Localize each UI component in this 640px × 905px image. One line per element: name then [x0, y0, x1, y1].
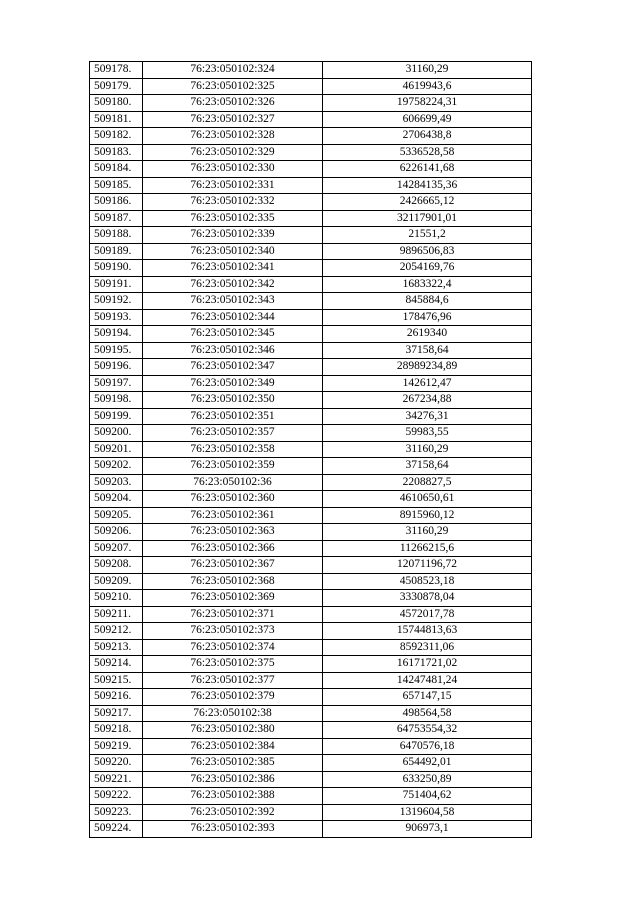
table-row [90, 194, 532, 211]
row-number-cell: 509189. [90, 243, 143, 260]
cadastral-number-cell: 76:23:050102:392 [143, 804, 323, 821]
cadastral-number-cell: 76:23:050102:344 [143, 309, 323, 326]
cadastral-number-cell: 76:23:050102:393 [143, 821, 323, 838]
cadastral-value-table [89, 61, 532, 838]
row-number-cell: 509212. [90, 623, 143, 640]
row-number-cell: 509179. [90, 78, 143, 95]
row-number-cell: 509178. [90, 62, 143, 79]
cadastral-number-cell: 76:23:050102:341 [143, 260, 323, 277]
cadastral-number-cell: 76:23:050102:36 [143, 474, 323, 491]
table-row [90, 128, 532, 145]
row-number-cell: 509197. [90, 375, 143, 392]
table-row [90, 161, 532, 178]
table-row [90, 689, 532, 706]
table-row [90, 606, 532, 623]
row-number-cell: 509188. [90, 227, 143, 244]
cadastral-value-cell: 31160,29 [323, 62, 532, 79]
table-row [90, 276, 532, 293]
cadastral-value-cell: 657147,15 [323, 689, 532, 706]
row-number-cell: 509221. [90, 771, 143, 788]
cadastral-value-cell: 4572017,78 [323, 606, 532, 623]
table-row [90, 342, 532, 359]
cadastral-value-cell: 4610650,61 [323, 491, 532, 508]
cadastral-number-cell: 76:23:050102:340 [143, 243, 323, 260]
cadastral-value-cell: 32117901,01 [323, 210, 532, 227]
cadastral-value-cell: 3330878,04 [323, 590, 532, 607]
table-row [90, 177, 532, 194]
cadastral-value-cell: 267234,88 [323, 392, 532, 409]
table-row [90, 111, 532, 128]
cadastral-number-cell: 76:23:050102:327 [143, 111, 323, 128]
cadastral-number-cell: 76:23:050102:380 [143, 722, 323, 739]
cadastral-number-cell: 76:23:050102:328 [143, 128, 323, 145]
row-number-cell: 509180. [90, 95, 143, 112]
row-number-cell: 509193. [90, 309, 143, 326]
cadastral-value-cell: 906973,1 [323, 821, 532, 838]
table-row [90, 210, 532, 227]
cadastral-value-cell: 142612,47 [323, 375, 532, 392]
cadastral-value-cell: 2706438,8 [323, 128, 532, 145]
table-row [90, 590, 532, 607]
cadastral-value-cell: 654492,01 [323, 755, 532, 772]
cadastral-number-cell: 76:23:050102:350 [143, 392, 323, 409]
cadastral-number-cell: 76:23:050102:371 [143, 606, 323, 623]
table-row [90, 507, 532, 524]
cadastral-value-cell: 1683322,4 [323, 276, 532, 293]
table-row [90, 755, 532, 772]
row-number-cell: 509182. [90, 128, 143, 145]
row-number-cell: 509187. [90, 210, 143, 227]
cadastral-value-cell: 11266215,6 [323, 540, 532, 557]
row-number-cell: 509190. [90, 260, 143, 277]
cadastral-value-cell: 14247481,24 [323, 672, 532, 689]
cadastral-value-cell: 845884,6 [323, 293, 532, 310]
cadastral-value-cell: 633250,89 [323, 771, 532, 788]
table-row [90, 260, 532, 277]
row-number-cell: 509209. [90, 573, 143, 590]
row-number-cell: 509216. [90, 689, 143, 706]
table-row [90, 474, 532, 491]
table-row [90, 408, 532, 425]
cadastral-number-cell: 76:23:050102:325 [143, 78, 323, 95]
row-number-cell: 509200. [90, 425, 143, 442]
table-row [90, 227, 532, 244]
cadastral-number-cell: 76:23:050102:385 [143, 755, 323, 772]
table-row [90, 557, 532, 574]
row-number-cell: 509205. [90, 507, 143, 524]
table-row [90, 705, 532, 722]
cadastral-value-cell: 37158,64 [323, 342, 532, 359]
row-number-cell: 509204. [90, 491, 143, 508]
cadastral-number-cell: 76:23:050102:339 [143, 227, 323, 244]
table-row [90, 359, 532, 376]
cadastral-value-cell: 2426665,12 [323, 194, 532, 211]
cadastral-number-cell: 76:23:050102:329 [143, 144, 323, 161]
cadastral-value-cell: 4508523,18 [323, 573, 532, 590]
table-row [90, 326, 532, 343]
row-number-cell: 509184. [90, 161, 143, 178]
cadastral-number-cell: 76:23:050102:351 [143, 408, 323, 425]
table-row [90, 639, 532, 656]
cadastral-value-cell: 59983,55 [323, 425, 532, 442]
table-row [90, 491, 532, 508]
row-number-cell: 509215. [90, 672, 143, 689]
row-number-cell: 509191. [90, 276, 143, 293]
cadastral-number-cell: 76:23:050102:367 [143, 557, 323, 574]
row-number-cell: 509222. [90, 788, 143, 805]
cadastral-number-cell: 76:23:050102:360 [143, 491, 323, 508]
row-number-cell: 509210. [90, 590, 143, 607]
table-row [90, 309, 532, 326]
cadastral-number-cell: 76:23:050102:368 [143, 573, 323, 590]
row-number-cell: 509196. [90, 359, 143, 376]
table-row [90, 392, 532, 409]
cadastral-value-cell: 21551,2 [323, 227, 532, 244]
cadastral-number-cell: 76:23:050102:361 [143, 507, 323, 524]
table-row [90, 540, 532, 557]
row-number-cell: 509201. [90, 441, 143, 458]
cadastral-number-cell: 76:23:050102:346 [143, 342, 323, 359]
table-row [90, 771, 532, 788]
row-number-cell: 509208. [90, 557, 143, 574]
row-number-cell: 509224. [90, 821, 143, 838]
cadastral-number-cell: 76:23:050102:324 [143, 62, 323, 79]
row-number-cell: 509218. [90, 722, 143, 739]
row-number-cell: 509207. [90, 540, 143, 557]
row-number-cell: 509219. [90, 738, 143, 755]
cadastral-value-cell: 28989234,89 [323, 359, 532, 376]
cadastral-value-cell: 31160,29 [323, 524, 532, 541]
row-number-cell: 509192. [90, 293, 143, 310]
table-row [90, 623, 532, 640]
cadastral-number-cell: 76:23:050102:359 [143, 458, 323, 475]
cadastral-number-cell: 76:23:050102:388 [143, 788, 323, 805]
row-number-cell: 509214. [90, 656, 143, 673]
cadastral-number-cell: 76:23:050102:377 [143, 672, 323, 689]
cadastral-value-cell: 6226141,68 [323, 161, 532, 178]
cadastral-value-cell: 178476,96 [323, 309, 532, 326]
cadastral-value-cell: 606699,49 [323, 111, 532, 128]
row-number-cell: 509202. [90, 458, 143, 475]
table-row [90, 722, 532, 739]
table-row [90, 95, 532, 112]
cadastral-number-cell: 76:23:050102:379 [143, 689, 323, 706]
cadastral-value-cell: 2054169,76 [323, 260, 532, 277]
cadastral-value-cell: 16171721,02 [323, 656, 532, 673]
cadastral-value-cell: 31160,29 [323, 441, 532, 458]
table-row [90, 672, 532, 689]
cadastral-number-cell: 76:23:050102:374 [143, 639, 323, 656]
cadastral-value-cell: 751404,62 [323, 788, 532, 805]
table-row [90, 78, 532, 95]
cadastral-value-cell: 498564,58 [323, 705, 532, 722]
cadastral-value-cell: 15744813,63 [323, 623, 532, 640]
row-number-cell: 509185. [90, 177, 143, 194]
table-row [90, 821, 532, 838]
cadastral-number-cell: 76:23:050102:358 [143, 441, 323, 458]
table-row [90, 458, 532, 475]
row-number-cell: 509217. [90, 705, 143, 722]
cadastral-value-cell: 8592311,06 [323, 639, 532, 656]
row-number-cell: 509198. [90, 392, 143, 409]
table-row [90, 375, 532, 392]
cadastral-value-cell: 1319604,58 [323, 804, 532, 821]
cadastral-number-cell: 76:23:050102:349 [143, 375, 323, 392]
cadastral-number-cell: 76:23:050102:384 [143, 738, 323, 755]
cadastral-value-cell: 5336528,58 [323, 144, 532, 161]
table-row [90, 738, 532, 755]
cadastral-number-cell: 76:23:050102:363 [143, 524, 323, 541]
cadastral-value-cell: 37158,64 [323, 458, 532, 475]
cadastral-number-cell: 76:23:050102:335 [143, 210, 323, 227]
row-number-cell: 509211. [90, 606, 143, 623]
row-number-cell: 509194. [90, 326, 143, 343]
row-number-cell: 509183. [90, 144, 143, 161]
row-number-cell: 509223. [90, 804, 143, 821]
cadastral-value-cell: 2619340 [323, 326, 532, 343]
row-number-cell: 509220. [90, 755, 143, 772]
table-row [90, 293, 532, 310]
cadastral-number-cell: 76:23:050102:38 [143, 705, 323, 722]
cadastral-number-cell: 76:23:050102:343 [143, 293, 323, 310]
table-row [90, 656, 532, 673]
row-number-cell: 509181. [90, 111, 143, 128]
cadastral-number-cell: 76:23:050102:366 [143, 540, 323, 557]
cadastral-number-cell: 76:23:050102:357 [143, 425, 323, 442]
row-number-cell: 509186. [90, 194, 143, 211]
table-row [90, 425, 532, 442]
cadastral-number-cell: 76:23:050102:375 [143, 656, 323, 673]
cadastral-number-cell: 76:23:050102:326 [143, 95, 323, 112]
cadastral-value-cell: 14284135,36 [323, 177, 532, 194]
cadastral-value-cell: 4619943,6 [323, 78, 532, 95]
cadastral-value-cell: 64753554,32 [323, 722, 532, 739]
row-number-cell: 509195. [90, 342, 143, 359]
cadastral-value-cell: 9896506,83 [323, 243, 532, 260]
cadastral-value-cell: 6470576,18 [323, 738, 532, 755]
cadastral-number-cell: 76:23:050102:373 [143, 623, 323, 640]
table-row [90, 524, 532, 541]
row-number-cell: 509199. [90, 408, 143, 425]
cadastral-number-cell: 76:23:050102:342 [143, 276, 323, 293]
table-body [90, 62, 532, 838]
cadastral-value-cell: 34276,31 [323, 408, 532, 425]
cadastral-number-cell: 76:23:050102:331 [143, 177, 323, 194]
row-number-cell: 509203. [90, 474, 143, 491]
table-row [90, 788, 532, 805]
cadastral-value-cell: 2208827,5 [323, 474, 532, 491]
cadastral-value-cell: 8915960,12 [323, 507, 532, 524]
table-row [90, 441, 532, 458]
row-number-cell: 509206. [90, 524, 143, 541]
cadastral-value-cell: 19758224,31 [323, 95, 532, 112]
cadastral-value-cell: 12071196,72 [323, 557, 532, 574]
cadastral-number-cell: 76:23:050102:330 [143, 161, 323, 178]
table-row [90, 144, 532, 161]
cadastral-number-cell: 76:23:050102:369 [143, 590, 323, 607]
cadastral-number-cell: 76:23:050102:347 [143, 359, 323, 376]
table-row [90, 804, 532, 821]
cadastral-number-cell: 76:23:050102:386 [143, 771, 323, 788]
table-row [90, 62, 532, 79]
table-row [90, 243, 532, 260]
cadastral-number-cell: 76:23:050102:332 [143, 194, 323, 211]
row-number-cell: 509213. [90, 639, 143, 656]
cadastral-number-cell: 76:23:050102:345 [143, 326, 323, 343]
table-row [90, 573, 532, 590]
